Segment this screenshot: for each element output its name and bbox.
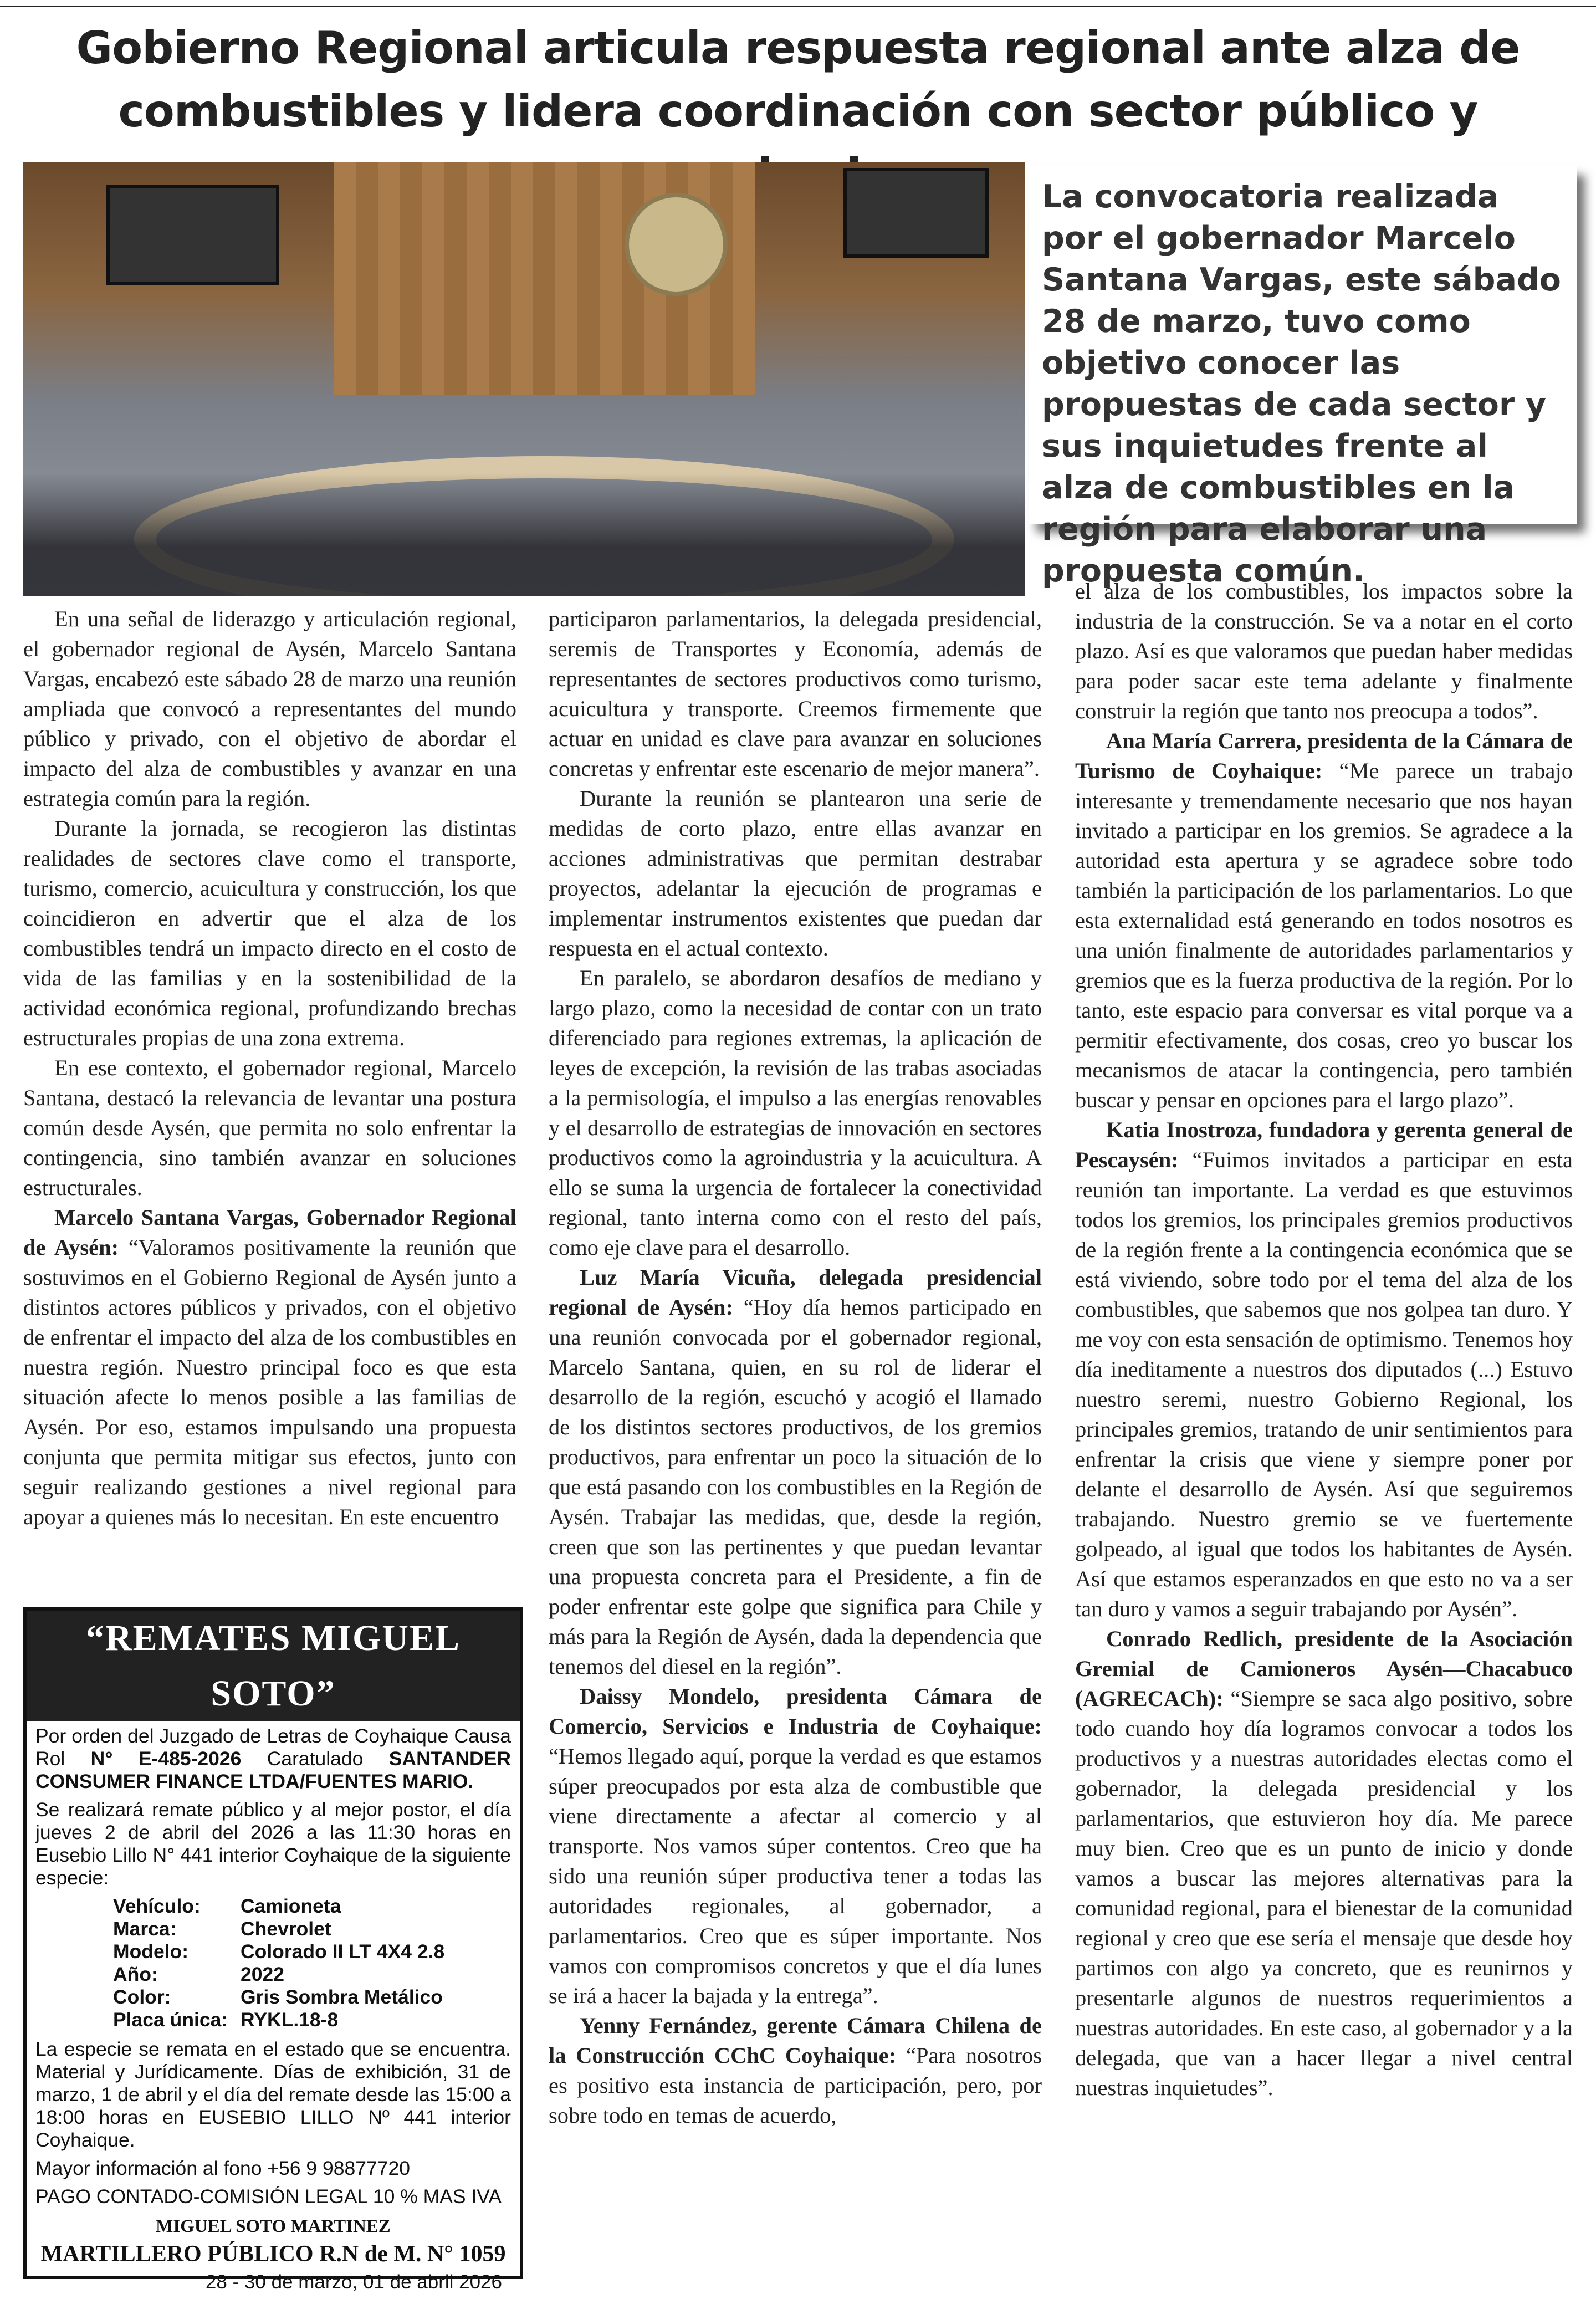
spec-row: Modelo: Colorado II LT 4X4 2.8 (113, 1940, 445, 1963)
column-3 (1075, 576, 1573, 2103)
column-1 (23, 604, 516, 1532)
quote-speaker: Katia Inostroza, fundadora y gerenta general de Pescaysén: (1075, 1117, 1573, 1172)
ad-conditions: La especie se remata en el estado que se encuentra. Material y Jurídicamente. Días de exhibición, 31 de marzo, 1 de abril y el día del remate desde las 15:00 a 18:00 horas en EUSEBIO LILLO Nº 441 interior Coyhaique. (35, 2038, 511, 2151)
vehicle-specs (113, 1895, 511, 2031)
pull-quote: La convocatoria realizada por el gobernador Marcelo Santana Vargas, este sábado 28 de marzo, tuvo como objetivo conocer las propuestas de cada sector y sus inquietudes frente al alza de combustibles en la región para elaborar una propuesta común. (1042, 178, 1561, 589)
video-screen-left (106, 185, 279, 285)
paragraph: En paralelo, se abordaron desafíos de mediano y largo plazo, como la necesidad de contar con un trato diferenciado para regiones extremas, la aplicación de leyes de excepción, la revisión de las trabas asociadas a la permisología, el impulso a las energías renovables y el desarrollo de estrategias de innovación en sectores productivos como la agroindustria y la acuicultura. A ello se suma la urgencia de fortalecer la conectividad regional, tanto interna como con el resto del país, como eje clave para el desarrollo. (549, 965, 1042, 1260)
quote-text: “Valoramos positivamente la reunión que sostuvimos en el Gobierno Regional de Aysén junto a distintos actores públicos y privados, con el objetivo de enfrentar el impacto del alza de los combustibles en nuestra región. Nuestro principal foco es que esta situación afecte lo menos posible a las familias de Aysén. Por eso, estamos impulsando una propuesta conjunta que permita mitigar sus efectos, junto con seguir realizando gestiones a nivel regional para apoyar a quienes más lo necesitan. En este encuentro (23, 1235, 516, 1529)
quote-speaker: Ana María Carrera, presidenta de la Cámara de Turismo de Coyhaique: (1075, 728, 1573, 783)
quote-text: “Me parece un trabajo interesante y tremendamente necesario que nos hayan invitado a participar en los gremios. Se agradece a la autoridad esta apertura y se agradece sobre todo también la participación de los parlamentarios. Lo que esta externalidad está generando en todos nosotros es una unión finalmente de autoridades parlamentarios y gremios que es la fuerza productiva de la región. Por lo tanto, este espacio para conversar es vital porque va a permitir efectivamente, dos cosas, creo yo buscar los mecanismos de atacar la contingencia, pero también buscar y pensar en opciones para el largo plazo”. (1075, 758, 1573, 1112)
quote-paragraph (549, 1682, 1042, 2011)
auctioneer-name: MIGUEL SOTO MARTINEZ (156, 2216, 391, 2236)
quote-text: “Hemos llegado aquí, porque la verdad es que estamos súper preocupados por esta alza de combustible que viene directamente a afectar al comercio y al transporte. Nos vamos súper contentos. Creo que ha sido una reunión súper productiva tener a todas las autoridades regionales, al gobernador, a parlamentarios. Creo que es súper importante. Nos vamos con compromisos concretos y que el día lunes se irá a hacer la bajada y la entrega”. (549, 1744, 1042, 2008)
quote-paragraph (549, 1263, 1042, 1682)
quote-paragraph (549, 2011, 1042, 2131)
quote-text: “Siempre se saca algo positivo, sobre todo cuando hoy día logramos convocar a todos los productivos y a nuestras autoridades electas como el gobernador, la delegada presidencial y los parlamentarios, que estuvieron hoy día. Me parece muy bien. Creo que es un punto de inicio y donde vamos a buscar las mejores alternativas para la comunidad regional, para el bienestar de la comunidad regional y creo que ese sería el mensaje que desde hoy partimos con algo ya concreto, que es reunirnos y presentarle algunos de nuestros requerimientos a nuestras autoridades. En este caso, al gobernador y a la delegada, que van a hacer llegar a nivel central nuestras inquietudes”. (1075, 1686, 1573, 2100)
ad-court-order: Por orden del Juzgado de Letras de Coyhaique Causa Rol N° E-485-2026 Caratulado SANTANDER CONSUMER FINANCE LTDA/FUENTES MARIO. (35, 1725, 511, 1792)
quote-paragraph (1075, 1624, 1573, 2103)
ad-publication-dates: 28 - 30 de marzo, 01 de abril 2026 (205, 2271, 502, 2293)
audience (23, 473, 1025, 596)
quote-speaker: Luz María Vicuña, delegada presidencial regional de Aysén: (549, 1265, 1042, 1320)
paragraph: En ese contexto, el gobernador regional, Marcelo Santana, destacó la relevancia de levantar una postura común desde Aysén, que permita no solo enfrentar la contingencia, sino también avanzar en soluciones estructurales. (23, 1055, 516, 1200)
ad-phone: Mayor información al fono +56 9 98877720 (35, 2157, 410, 2179)
auction-ad (23, 1607, 523, 2293)
ad-body (27, 1721, 520, 2296)
quote-text: “Para nosotros es positivo esta instancia de participación, pero, por sobre todo en temas de acuerdo, (549, 2043, 1042, 2128)
quote-speaker: Yenny Fernández, gerente Cámara Chilena de la Construcción CChC Coyhaique: (549, 2013, 1042, 2068)
spec-row: Color: Gris Sombra Metálico (113, 1986, 443, 2008)
quote-paragraph (1075, 1115, 1573, 1624)
ad-auction-details: Se realizará remate público y al mejor postor, el día jueves 2 de abril del 2026 a las 11:30 horas en Eusebio Lillo N° 441 interior Coyhaique de la siguiente especie: (35, 1799, 511, 1889)
quote-speaker: Conrado Redlich, presidente de la Asociación Gremial de Camioneros Aysén—Chacabuco (AGRECACh): (1075, 1626, 1573, 1711)
ad-payment: PAGO CONTADO-COMISIÓN LEGAL 10 % MAS IVA (35, 2185, 502, 2208)
paragraph: participaron parlamentarios, la delegada presidencial, seremis de Transportes y Economía, además de representantes de sectores productivos como turismo, acuicultura y transporte. Creemos firmemente que actuar en unidad es clave para avanzar en soluciones concretas y enfrentar este escenario de mejor manera”. (549, 606, 1042, 781)
quote-text: “Hoy día hemos participado en una reunión convocada por el gobernador regional, Marcelo Santana, quien, en su rol de liderar el desarrollo de la región, escuchó y acogió el llamado de los distintos sectores productivos, de los gremios productivos, para enfrentar un poco la situación de lo que está pasando con los combustibles en la Región de Aysén. Trabajar las medidas, que, desde la región, creen que son las pertinentes y que puedan levantar una propuesta concreta para el Presidente, a fin de poder enfrentar este golpe que significa para Chile y más para la Región de Aysén, dada la dependencia que tenemos del diesel en la región”. (549, 1295, 1042, 1679)
meeting-photo (23, 162, 1025, 596)
pull-quote-box (1029, 166, 1577, 589)
paragraph: el alza de los combustibles, los impactos sobre la industria de la construcción. Se va a notar en el corto plazo. Así es que valoramos que puedan haber medidas para poder sacar este tema adelante y finalmente construir la región que tanto nos preocupa a todos”. (1075, 579, 1573, 723)
article-headline: Gobierno Regional articula respuesta regional ante alza de combustibles y lidera coordinación con sector público y (76, 22, 1520, 137)
paragraph: Durante la jornada, se recogieron las distintas realidades de sectores clave como el transporte, turismo, comercio, acuicultura y construcción, los que coincidieron en advertir que el alza de los combustibles tendrá un impacto directo en el costo de vida de las familias y en la sostenibilidad de la actividad económica regional, profundizando brechas estructurales propias de una zona extrema. (23, 816, 516, 1050)
top-rule (0, 0, 1596, 7)
quote-paragraph (1075, 726, 1573, 1115)
spec-row: Año: 2022 (113, 1963, 284, 1985)
ad-title: “REMATES MIGUEL SOTO” (27, 1611, 520, 1721)
paragraph: En una señal de liderazgo y articulación regional, el gobernador regional de Aysén, Marcelo Santana Vargas, encabezó este sábado 28 de marzo una reunión ampliada que convocó a representantes del mundo público y privado, con el objetivo de abordar el impacto del alza de combustibles y avanzar en una estrategia común para la región. (23, 606, 516, 811)
quote-speaker: Marcelo Santana Vargas, Gobernador Regional de Aysén: (23, 1205, 516, 1260)
spec-row: Marca: Chevrolet (113, 1918, 331, 1940)
auctioneer-registry: MARTILLERO PÚBLICO R.N de M. N° 1059 (40, 2241, 506, 2267)
video-screen-right (843, 168, 989, 258)
column-2 (549, 604, 1042, 2131)
spec-row: Vehículo: Camioneta (113, 1895, 341, 1917)
regional-seal (625, 193, 728, 296)
quote-paragraph (23, 1203, 516, 1532)
quote-text: “Fuimos invitados a participar en esta reunión tan importante. La verdad es que estuvimos todos los gremios, los principales gremios productivos de la región frente a la contingencia económica que se está viviendo, sobre todo por el tema del alza de los combustibles, que sabemos que nos golpea tan duro. Y me voy con esta sensación de optimismo. Tenemos hoy día ineditamente a nuestros dos diputados (...) Estuvo nuestro seremi, nuestro Gobierno Regional, los principales gremios, tratando de unir sentimientos para enfrentar la crisis que viene y siempre poner por delante el desarrollo de Aysén. Así que seguiremos trabajando. Nuestro gremio se ve fuertemente golpeado, al igual que todos los habitantes de Aysén. Así que estamos esperanzados en que esto no va a ser tan duro y vamos a seguir trabajando por Aysén”. (1075, 1147, 1573, 1621)
quote-speaker: Daissy Mondelo, presidenta Cámara de Comercio, Servicios e Industria de Coyhaique: (549, 1684, 1042, 1739)
spec-row: Placa única: RYKL.18-8 (113, 2009, 339, 2031)
paragraph: Durante la reunión se plantearon una serie de medidas de corto plazo, entre ellas avanzar en acciones administrativas que permitan destrabar proyectos, adelantar la ejecución de programas e implementar instrumentos existentes que puedan dar respuesta en el actual contexto. (549, 786, 1042, 961)
